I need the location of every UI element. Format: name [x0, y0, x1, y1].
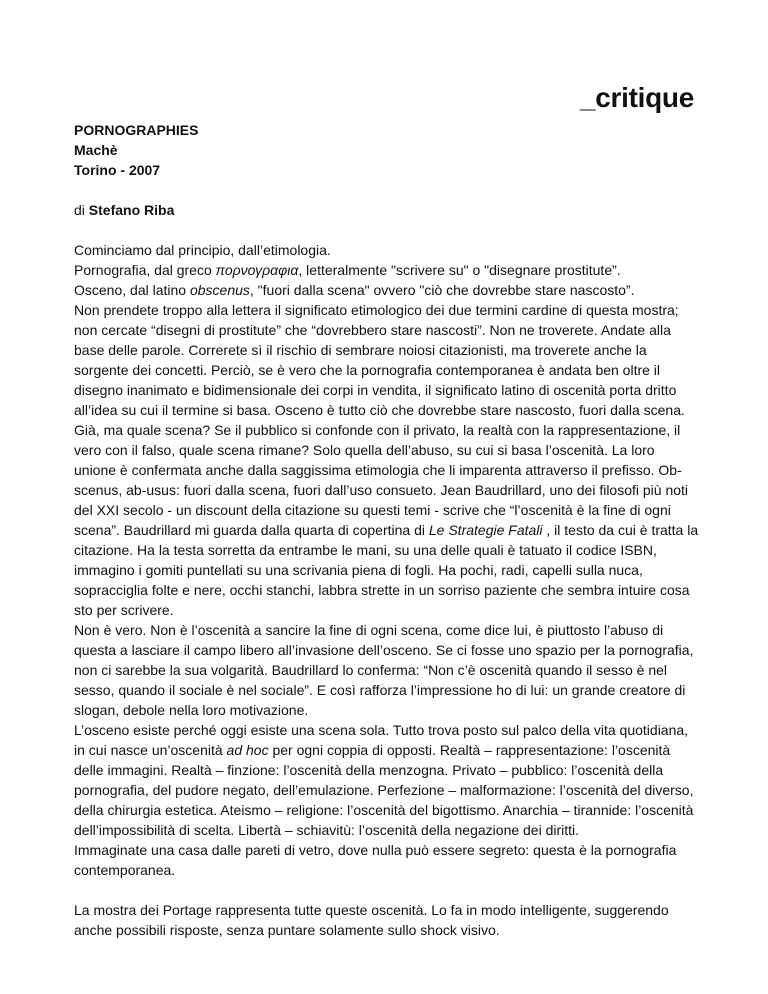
article [74, 120, 700, 940]
paragraph: Cominciamo dal principio, dall’etimologia. [74, 242, 331, 258]
greek-term: πορνογραφια [215, 262, 299, 278]
paragraph: La mostra dei Portage rappresenta tutte queste oscenità. Lo fa in modo intelligente, suggerendo anche possibili risposte, senza puntare solamente sullo shock visivo. [74, 902, 669, 938]
text-span: , il testo da cui è tratta la citazione. Ha la testa sorretta da entrambe le mani, su una delle quali è tatuato il codice ISBN, immagino i gomiti puntellati su una scrivania piena di fogli. Ha pochi, radi, capelli sulla nuca, sopracciglia folte e nere, occhi stanchi, labbra strette in un sorriso paziente che sembra intuire cosa sto per scrivere. [74, 522, 699, 618]
book-title: Le Strategie Fatali [428, 522, 543, 538]
byline-prefix: di [74, 202, 85, 218]
paragraph [74, 420, 700, 620]
paragraph: Non prendete troppo alla lettera il significato etimologico dei due termini cardine di questa mostra; non cercate “disegni di prostitute” che “dovrebbero stare nascosti”. Non ne troverete. Andate alla base delle parole. Correrete sì il rischio di sembrare noiosi citazionisti, ma troverete anche la sorgente dei concetti. Perciò, se è vero che la pornografia contemporanea è andata ben oltre il disegno inanimato e bidimensionale dei corpi in vendita, il significato latino di oscenità porta dritto all’idea su cui il termine si basa. Osceno è tutto ciò che dovrebbe stare nascosto, fuori dalla scena. [74, 302, 685, 418]
latin-term: obscenus [189, 282, 250, 298]
author-name: Stefano Riba [88, 202, 175, 218]
exhibition-venue: Machè [74, 142, 118, 158]
italic-phrase: ad hoc [226, 742, 269, 758]
text-span: L’osceno esiste perché oggi esiste una scena sola. Tutto trova posto sul palco della vita quotidiana, in cui nasce un’oscenità [74, 722, 689, 758]
paragraph [74, 720, 700, 840]
text-span: Già, ma quale scena? Se il pubblico si confonde con il privato, la realtà con la rappresentazione, il vero con il falso, quale scena rimane? Solo quella dell’abuso, su cui si basa l’oscenità. La loro unione è confermata anche dalla saggissima etimologia che li imparenta attraverso il prefisso. Ob-scenus, ab-usus: fuori dalla scena, fuori dall’uso consueto. Jean Baudrillard, uno dei filosofi più noti del XXI secolo - un discount della citazione su questi temi - scrive che “l’oscenità è la fine di ogni scena”. Baudrillard mi guarda dalla quarta di copertina di [74, 422, 689, 538]
paragraph: Immaginate una casa dalle pareti di vetro, dove nulla può essere segreto: questa è la pornografia contemporanea. [74, 842, 677, 878]
paragraph [74, 260, 700, 280]
text-span: Pornografia, dal greco [74, 262, 216, 278]
paragraph-spacer [74, 880, 700, 900]
article-meta [74, 120, 700, 180]
paragraph: Non è vero. Non è l’oscenità a sancire la fine di ogni scena, come dice lui, è piuttosto l’abuso di questa a lasciare il campo libero all’invasione dell’osceno. Se ci fosse uno spazio per la pornografia, non ci sarebbe la sua volgarità. Baudrillard lo conferma: “Non c’è oscenità quando il sesso è nel sesso, quando il sociale è nel sociale”. E così rafforza l’impressione ho di lui: un grande creatore di slogan, debole nella loro motivazione. [74, 622, 694, 718]
exhibition-title: PORNOGRAPHIES [74, 122, 199, 138]
text-span: , "fuori dalla scena" ovvero "ciò che dovrebbe stare nascosto”. [249, 282, 635, 298]
text-span: per ogni coppia di opposti. Realtà – rappresentazione: l’oscenità delle immagini. Realtà – finzione: l’oscenità della menzogna. Privato – pubblico: l’oscenità della pornografia, del pudore negato, dell’emulazione. Perfezione – malformazione: l’oscenità del diverso, della chirurgia estetica. Ateismo – religione: l’oscenità del bigottismo. Anarchia – tirannide: l’oscenità dell’impossibilità di scelta. Libertà – schiavitù: l’oscenità della negazione dei diritti. [74, 742, 694, 838]
exhibition-place-year: Torino - 2007 [74, 162, 161, 178]
section-title: _critique [579, 82, 694, 113]
byline [74, 200, 700, 220]
paragraph [74, 280, 700, 300]
article-body [74, 240, 700, 940]
text-span: Osceno, dal latino [74, 282, 190, 298]
text-span: , letteralmente "scrivere su" o "disegnare prostitute”. [298, 262, 621, 278]
